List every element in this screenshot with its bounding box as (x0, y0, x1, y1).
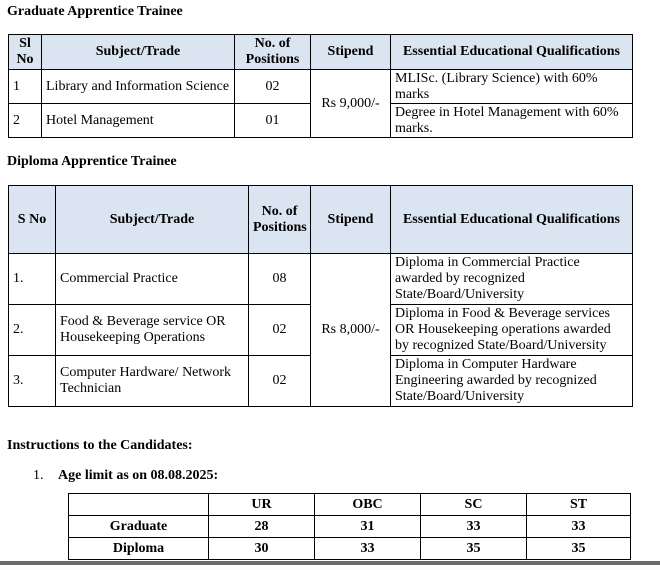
graduate-header-subject: Subject/Trade (42, 35, 235, 70)
graduate-row-qualification: Degree in Hotel Management with 60% marks. (391, 104, 633, 138)
diploma-header-qualification: Essential Educational Qualifications (391, 186, 633, 254)
age-cell: 35 (527, 538, 631, 560)
diploma-header-subject: Subject/Trade (56, 186, 249, 254)
age-cell: 35 (421, 538, 527, 560)
age-row-label: Graduate (69, 516, 209, 538)
graduate-row-subject: Hotel Management (42, 104, 235, 138)
graduate-header-stipend: Stipend (311, 35, 391, 70)
graduate-header-positions: No. of Positions (235, 35, 311, 70)
age-cell: 30 (209, 538, 315, 560)
age-limit-table (68, 493, 631, 560)
age-limit-label: Age limit as on 08.08.2025: (58, 468, 219, 483)
diploma-row-positions: 08 (249, 254, 311, 305)
diploma-row-qualification: Diploma in Computer Hardware Engineering awarded by recognized State/Board/University (391, 356, 633, 407)
diploma-header-sl: S No (9, 186, 56, 254)
graduate-row-sl: 1 (9, 70, 42, 104)
graduate-row-positions: 01 (235, 104, 311, 138)
age-cell: 31 (315, 516, 421, 538)
diploma-row-sl: 2. (9, 305, 56, 356)
age-cell: 33 (421, 516, 527, 538)
age-col-sc: SC (421, 494, 527, 516)
graduate-row-positions: 02 (235, 70, 311, 104)
graduate-row-qualification: MLISc. (Library Science) with 60% marks (391, 70, 633, 104)
age-col-obc: OBC (315, 494, 421, 516)
diploma-row-sl: 1. (9, 254, 56, 305)
diploma-section-title: Diploma Apprentice Trainee (7, 154, 177, 169)
diploma-stipend-cell: Rs 8,000/- (311, 254, 391, 407)
age-row-label: Diploma (69, 538, 209, 560)
diploma-table (8, 185, 633, 407)
table-row (9, 254, 633, 305)
diploma-row-positions: 02 (249, 305, 311, 356)
diploma-row-subject: Food & Beverage service OR Housekeeping Operations (56, 305, 249, 356)
diploma-row-positions: 02 (249, 356, 311, 407)
diploma-header-positions: No. of Positions (249, 186, 311, 254)
diploma-header-stipend: Stipend (311, 186, 391, 254)
diploma-row-sl: 3. (9, 356, 56, 407)
graduate-section-title: Graduate Apprentice Trainee (7, 4, 183, 19)
table-row (69, 516, 631, 538)
diploma-row-qualification: Diploma in Commercial Practice awarded by recognized State/Board/University (391, 254, 633, 305)
age-cell: 33 (315, 538, 421, 560)
page-bottom-divider (0, 561, 660, 565)
diploma-row-subject: Computer Hardware/ Network Technician (56, 356, 249, 407)
graduate-row-subject: Library and Information Science (42, 70, 235, 104)
table-row (9, 70, 633, 104)
graduate-row-sl: 2 (9, 104, 42, 138)
graduate-header-sl: Sl No (9, 35, 42, 70)
graduate-table (8, 34, 633, 138)
instructions-title: Instructions to the Candidates: (7, 438, 193, 453)
table-row (69, 538, 631, 560)
graduate-stipend-cell: Rs 9,000/- (311, 70, 391, 138)
age-cell: 28 (209, 516, 315, 538)
age-cell: 33 (527, 516, 631, 538)
graduate-header-qualification: Essential Educational Qualifications (391, 35, 633, 70)
age-col-ur: UR (209, 494, 315, 516)
age-table-corner (69, 494, 209, 516)
diploma-row-qualification: Diploma in Food & Beverage services OR Housekeeping operations awarded by recognized State/Board/University (391, 305, 633, 356)
diploma-row-subject: Commercial Practice (56, 254, 249, 305)
age-col-st: ST (527, 494, 631, 516)
instruction-number: 1. (33, 468, 44, 483)
